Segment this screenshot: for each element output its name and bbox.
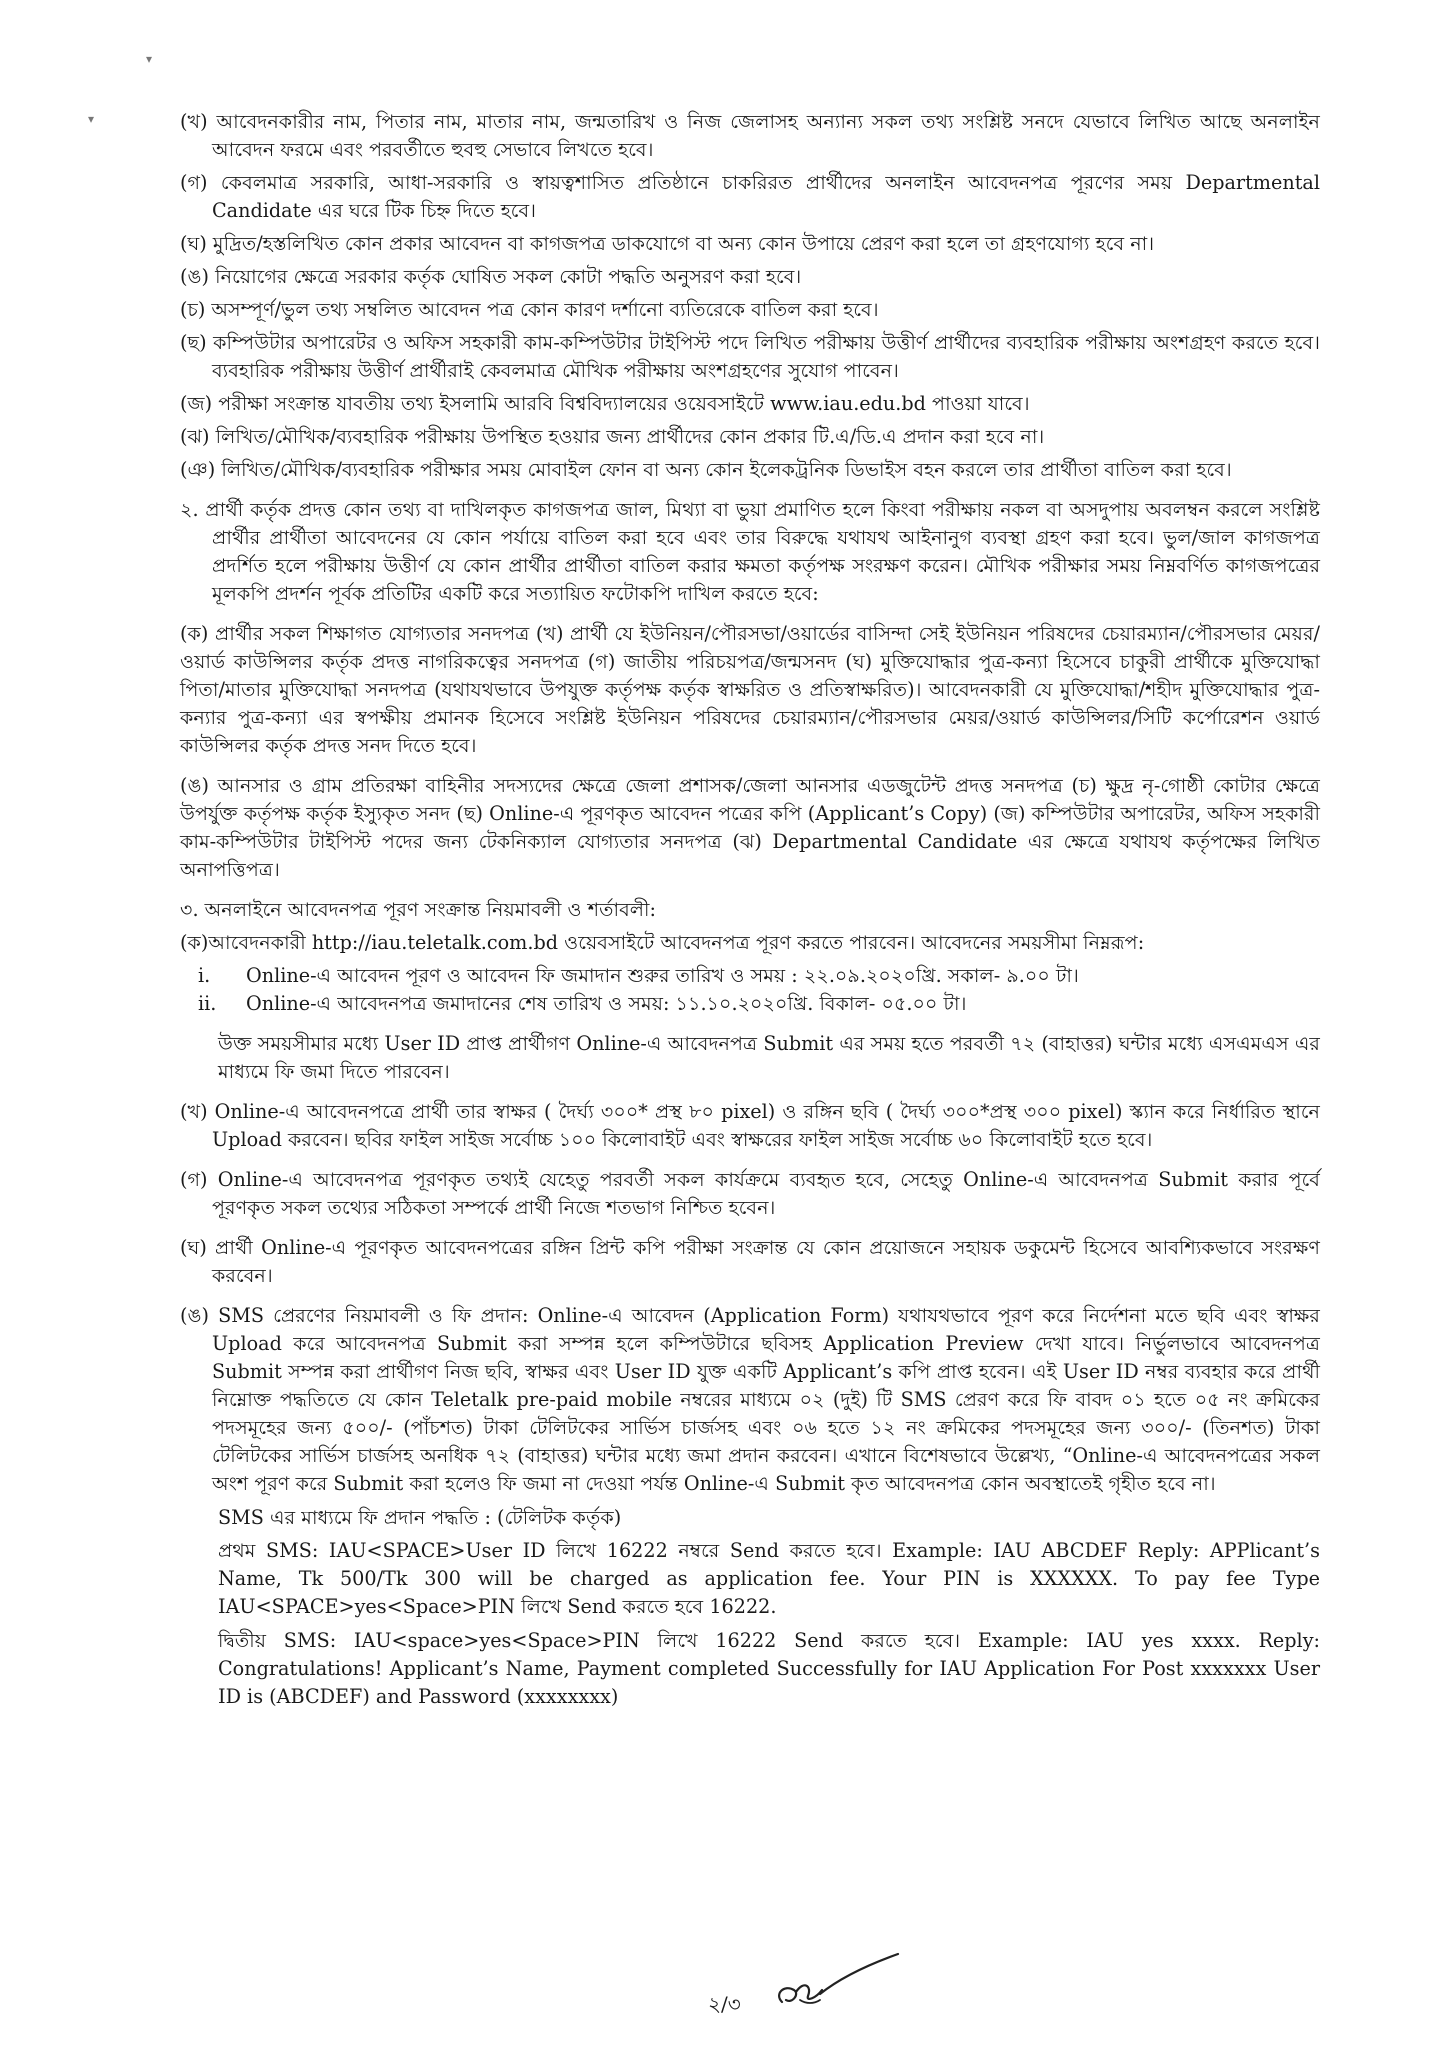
required-documents-list-1: (ক) প্রার্থীর সকল শিক্ষাগত যোগ্যতার সনদপত্র (খ) প্রার্থী যে ইউনিয়ন/পৌরসভা/ওয়ার্ডের বাসিন্দা সেই ইউনিয়ন পরিষদের চেয়ারম্যান/পৌরসভার মেয়র/ওয়ার্ড কাউন্সিলর কর্তৃক প্রদত্ত নাগরিকত্বের সনদপত্র (গ) জাতীয় পরিচয়পত্র/জন্মসনদ (ঘ) মুক্তিযোদ্ধার পুত্র-কন্যা হিসেবে চাকুরী প্রার্থীকে মুক্তিযোদ্ধা পিতা/মাতার মুক্তিযোদ্ধা সনদপত্র (যথাযথভাবে উপযুক্ত কর্তৃপক্ষ কর্তৃক স্বাক্ষরিত ও প্রতিস্বাক্ষরিত)। আবেদনকারী যে মুক্তিযোদ্ধা/শহীদ মুক্তিযোদ্ধার পুত্র-কন্যার পুত্র-কন্যা এর স্বপক্ষীয় প্রমানক হিসেবে সংশ্লিষ্ট ইউনিয়ন পরিষদের চেয়ারম্যান/পৌরসভার মেয়র/ওয়ার্ড কাউন্সিলর/সিটি কর্পোরেশন ওয়ার্ড কাউন্সিলর কর্তৃক প্রদত্ত সনদ দিতে হবে। <box>180 622 1320 757</box>
signature-icon <box>760 1950 910 2020</box>
section-2-intro: ২. প্রার্থী কর্তৃক প্রদত্ত কোন তথ্য বা দাখিলকৃত কাগজপত্র জাল, মিথ্যা বা ভুয়া প্রমাণিত হলে কিংবা পরীক্ষায় নকল বা অসদুপায় অবলম্বন করলে সংশ্লিষ্ট প্রার্থীর প্রার্থীতা আবেদনের যে কোন পর্যায়ে বাতিল করা হবে এবং তার বিরুদ্ধে যথাযথ আইনানুগ ব্যবস্থা গ্রহণ করা হবে। ভুল/জাল কাগজপত্র প্রদর্শিত হলে পরীক্ষায় উত্তীর্ণ যে কোন প্রার্থীর প্রার্থীতা বাতিল করার ক্ষমতা কর্তৃপক্ষ সংরক্ষণ করেন। মৌখিক পরীক্ষার সময় নিম্নবর্ণিত কাগজপত্রের মূলকপি প্রদর্শন পূর্বক প্রতিটির একটি করে সত্যায়িত ফটোকপি দাখিল করতে হবে: <box>180 498 1320 605</box>
rule-nya: (ঞ) লিখিত/মৌখিক/ব্যবহারিক পরীক্ষার সময় মোবাইল ফোন বা অন্য কোন ইলেকট্রনিক ডিভাইস বহন করলে তার প্রার্থীতা বাতিল করা হবে। <box>180 458 1232 481</box>
end-date-text: Online-এ আবেদনপত্র জমাদানের শেষ তারিখ ও সময়: ১১.১০.২০২০খ্রি. বিকাল- ০৫.০০ টা। <box>246 992 967 1015</box>
start-date-text: Online-এ আবেদন পূরণ ও আবেদন ফি জমাদান শুরুর তারিখ ও সময় : ২২.০৯.২০২০খ্রি. সকাল- ৯.০০ টা। <box>246 964 1079 987</box>
online-rule-kha: (খ) Online-এ আবেদনপত্রে প্রার্থী তার স্বাক্ষর ( দৈর্ঘ্য ৩০০* প্রস্থ ৮০ pixel) ও রঙ্গিন ছবি ( দৈর্ঘ্য ৩০০*প্রস্থ ৩০০ pixel) স্ক্যান করে নির্ধারিত স্থানে Upload করবেন। ছবির ফাইল সাইজ সর্বোচ্চ ১০০ কিলোবাইট এবং স্বাক্ষরের ফাইল সাইজ সর্বোচ্চ ৬০ কিলোবাইট হতে হবে। <box>180 1100 1320 1151</box>
sms-first-instruction: প্রথম SMS: IAU<SPACE>User ID লিখে 16222 নম্বরে Send করতে হবে। Example: IAU ABCDEF Reply: APPlicant’s Name, Tk 500/Tk 300 will be charged as application fee. Your PIN is XXXXXX. To pay fee Type IAU<SPACE>yes<Space>PIN লিখে Send করতে হবে 16222. <box>218 1539 1320 1618</box>
online-rule-ga: (গ) Online-এ আবেদনপত্র পূরণকৃত তথ্যই যেহেতু পরবর্তী সকল কার্যক্রমে ব্যবহৃত হবে, সেহেতু Online-এ আবেদনপত্র Submit করার পূর্বে পূরণকৃত সকল তথ্যের সঠিকতা সম্পর্কে প্রার্থী নিজে শতভাগ নিশ্চিত হবেন। <box>180 1168 1320 1219</box>
sms-method-heading: SMS এর মাধ্যমে ফি প্রদান পদ্ধতি : (টেলিটক কর্তৃক) <box>218 1506 622 1529</box>
deadline-note: উক্ত সময়সীমার মধ্যে User ID প্রাপ্ত প্রার্থীগণ Online-এ আবেদনপত্র Submit এর সময় হতে পরবর্তী ৭২ (বাহাত্তর) ঘন্টার মধ্যে এসএমএস এর মাধ্যমে ফি জমা দিতে পারবেন। <box>218 1032 1320 1083</box>
online-rule-gha: (ঘ) প্রার্থী Online-এ পূরণকৃত আবেদনপত্রের রঙ্গিন প্রিন্ট কপি পরীক্ষা সংক্রান্ত যে কোন প্রয়োজনে সহায়ক ডকুমেন্ট হিসেবে আবশ্যিকভাবে সংরক্ষণ করবেন। <box>180 1236 1320 1287</box>
required-documents-list-2: (ঙ) আনসার ও গ্রাম প্রতিরক্ষা বাহিনীর সদস্যদের ক্ষেত্রে জেলা প্রশাসক/জেলা আনসার এডজুটেন্ট প্রদত্ত সনদপত্র (চ) ক্ষুদ্র নৃ-গোষ্ঠী কোটার ক্ষেত্রে উপর্যুক্ত কর্তৃপক্ষ কর্তৃক ইস্যুকৃত সনদ (ছ) Online-এ পূরণকৃত আবেদন পত্রের কপি (Applicant’s Copy) (জ) কম্পিউটার অপারেটর, অফিস সহকারী কাম-কম্পিউটার টাইপিস্ট পদের জন্য টেকনিক্যাল যোগ্যতার সনদপত্র (ঝ) Departmental Candidate এর ক্ষেত্রে যথাযথ কর্তৃপক্ষের লিখিত অনাপত্তিপত্র। <box>180 774 1320 881</box>
rule-jha: (ঝ) লিখিত/মৌখিক/ব্যবহারিক পরীক্ষায় উপস্থিত হওয়ার জন্য প্রার্থীদের কোন প্রকার টি.এ/ডি.এ প্রদান করা হবে না। <box>180 425 1045 448</box>
rule-ja: (জ) পরীক্ষা সংক্রান্ত যাবতীয় তথ্য ইসলামি আরবি বিশ্ববিদ্যালয়ের ওয়েবসাইটে www.iau.edu.bd পাওয়া যাবে। <box>180 392 1030 415</box>
rule-ga: (গ) কেবলমাত্র সরকারি, আধা-সরকারি ও স্বায়ত্বশাসিত প্রতিষ্ঠানে চাকরিরত প্রার্থীদের অনলাইন আবেদনপত্র পূরণের সময় Departmental Candidate এর ঘরে টিক চিহ্ন দিতে হবে। <box>180 171 1320 222</box>
page-number: ২/৩ <box>708 1992 741 2016</box>
rule-kha: (খ) আবেদনকারীর নাম, পিতার নাম, মাতার নাম, জন্মতারিখ ও নিজ জেলাসহ অন্যান্য সকল তথ্য সংশ্লিষ্ট সনদে যেভাবে লিখিত আছে অনলাইন আবেদন ফরমে এবং পরবর্তীতে হুবহু সেভাবে লিখতে হবে। <box>180 110 1320 161</box>
section-3-heading: ৩. অনলাইনে আবেদনপত্র পূরণ সংক্রান্ত নিয়মাবলী ও শর্তাবলী: <box>180 898 657 921</box>
rule-chha: (ছ) কম্পিউটার অপারেটর ও অফিস সহকারী কাম-কম্পিউটার টাইপিস্ট পদে লিখিত পরীক্ষায় উত্তীর্ণ প্রার্থীদের ব্যবহারিক পরীক্ষায় অংশগ্রহণ করতে হবে। ব্যবহারিক পরীক্ষায় উত্তীর্ণ প্রার্থীরাই কেবলমাত্র মৌখিক পরীক্ষায় অংশগ্রহণের সুযোগ পাবেন। <box>180 331 1320 382</box>
scan-speck: ▾ <box>88 112 95 126</box>
start-date-item <box>180 962 1320 990</box>
document-body <box>180 108 1320 1716</box>
rule-cha: (চ) অসম্পূর্ণ/ভুল তথ্য সম্বলিত আবেদন পত্র কোন কারণ দর্শানো ব্যতিরেকে বাতিল করা হবে। <box>180 298 879 321</box>
sms-second-instruction: দ্বিতীয় SMS: IAU<space>yes<Space>PIN লিখে 16222 Send করতে হবে। Example: IAU yes xxxx. Reply: Congratulations! Applicant’s Name, Payment completed Successfully for IAU Application For Post xxxxxxx User ID is (ABCDEF) and Password (xxxxxxxx) <box>218 1629 1320 1708</box>
roman-numeral: ii. <box>198 992 217 1015</box>
scan-speck: ▾ <box>146 52 153 66</box>
roman-numeral: i. <box>198 964 211 987</box>
online-rule-ka: (ক)আবেদনকারী http://iau.teletalk.com.bd ওয়েবসাইটে আবেদনপত্র পূরণ করতে পারবেন। আবেদনের সময়সীমা নিম্নরূপ: <box>180 931 1145 954</box>
end-date-item <box>180 990 1320 1018</box>
rule-uo: (ঙ) নিয়োগের ক্ষেত্রে সরকার কর্তৃক ঘোষিত সকল কোটা পদ্ধতি অনুসরণ করা হবে। <box>180 265 802 288</box>
online-rule-uo: (ঙ) SMS প্রেরণের নিয়মাবলী ও ফি প্রদান: Online-এ আবেদন (Application Form) যথাযথভাবে পূরণ করে নির্দেশনা মতে ছবি এবং স্বাক্ষর Upload করে আবেদনপত্র Submit করা সম্পন্ন হলে কম্পিউটারে ছবিসহ Application Preview দেখা যাবে। নির্ভুলভাবে আবেদনপত্র Submit সম্পন্ন করা প্রার্থীগণ নিজ ছবি, স্বাক্ষর এবং User ID যুক্ত একটি Applicant’s কপি প্রাপ্ত হবেন। এই User ID নম্বর ব্যবহার করে প্রার্থী নিম্নোক্ত পদ্ধতিতে যে কোন Teletalk pre-paid mobile নম্বরের মাধ্যমে ০২ (দুই) টি SMS প্রেরণ করে ফি বাবদ ০১ হতে ০৫ নং ক্রমিকের পদসমূহের জন্য ৫০০/- (পাঁচশত) টাকা টেলিটকের সার্ভিস চার্জসহ এবং ০৬ হতে ১২ নং ক্রমিকের পদসমূহের জন্য ৩০০/- (তিনশত) টাকা টেলিটকের সার্ভিস চার্জসহ অনধিক ৭২ (বাহাত্তর) ঘন্টার মধ্যে জমা প্রদান করবেন। এখানে বিশেষভাবে উল্লেখ্য, “Online-এ আবেদনপত্রের সকল অংশ পূরণ করে Submit করা হলেও ফি জমা না দেওয়া পর্যন্ত Online-এ Submit কৃত আবেদনপত্র কোন অবস্থাতেই গৃহীত হবে না। <box>180 1304 1320 1495</box>
rule-gha: (ঘ) মুদ্রিত/হস্তলিখিত কোন প্রকার আবেদন বা কাগজপত্র ডাকযোগে বা অন্য কোন উপায়ে প্রেরণ করা হলে তা গ্রহণযোগ্য হবে না। <box>180 232 1155 255</box>
